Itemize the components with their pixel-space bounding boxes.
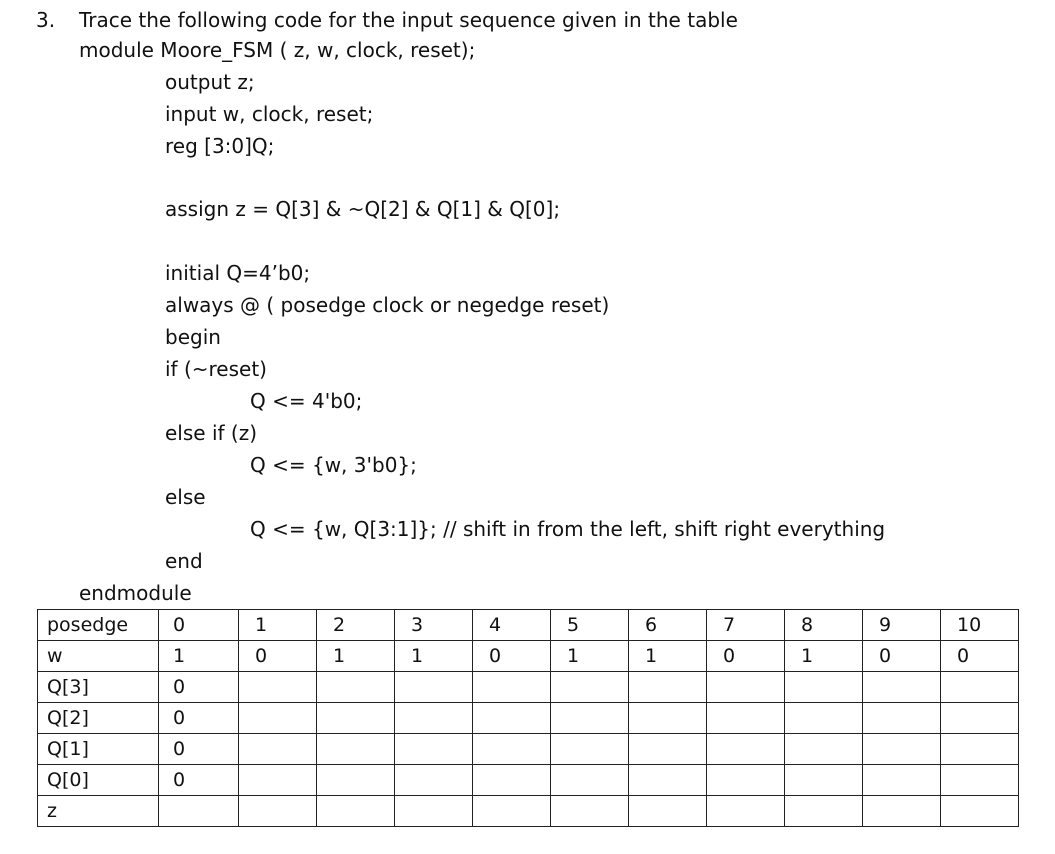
- table-cell: [629, 734, 707, 765]
- table-cell: [941, 672, 1019, 703]
- table-cell: 0: [159, 703, 239, 734]
- table-cell: [159, 796, 239, 827]
- table-cell: [629, 672, 707, 703]
- table-cell: [863, 734, 941, 765]
- table-cell: [239, 765, 317, 796]
- code-initial-stmt: initial Q=4’b0;: [165, 261, 311, 285]
- table-cell: [551, 672, 629, 703]
- table-row: [38, 796, 1019, 827]
- table-cell: 0: [941, 641, 1019, 672]
- table-cell: [785, 734, 863, 765]
- table-cell: 0: [159, 734, 239, 765]
- table-cell: [239, 703, 317, 734]
- table-row: [38, 641, 1019, 672]
- table-cell: [551, 703, 629, 734]
- code-reg-decl: reg [3:0]Q;: [165, 134, 275, 158]
- table-cell: [941, 734, 1019, 765]
- row-label: Q[2]: [38, 703, 159, 734]
- table-cell: [863, 765, 941, 796]
- table-cell: [317, 765, 395, 796]
- table-cell: [473, 672, 551, 703]
- table-cell: [473, 796, 551, 827]
- table-cell: [707, 672, 785, 703]
- table-cell: [941, 765, 1019, 796]
- code-if-reset: if (~reset): [165, 357, 267, 381]
- code-reset-assign: Q <= 4'b0;: [250, 389, 363, 413]
- table-cell: [551, 796, 629, 827]
- table-cell: 9: [863, 610, 941, 641]
- table-cell: 5: [551, 610, 629, 641]
- row-label: Q[0]: [38, 765, 159, 796]
- table-cell: [551, 734, 629, 765]
- table-cell: [785, 672, 863, 703]
- code-end-keyword: end: [165, 549, 203, 573]
- table-cell: [785, 765, 863, 796]
- table-cell: [317, 796, 395, 827]
- code-else-if-z: else if (z): [165, 421, 258, 445]
- table-cell: [473, 765, 551, 796]
- table-cell: 0: [159, 610, 239, 641]
- table-cell: [395, 672, 473, 703]
- table-cell: 1: [551, 641, 629, 672]
- row-label: posedge: [38, 610, 159, 641]
- table-cell: 0: [863, 641, 941, 672]
- table-cell: [707, 703, 785, 734]
- table-cell: [239, 796, 317, 827]
- table-cell: [629, 796, 707, 827]
- table-cell: 1: [395, 641, 473, 672]
- row-label: z: [38, 796, 159, 827]
- table-cell: 1: [159, 641, 239, 672]
- table-cell: [863, 703, 941, 734]
- table-cell: 2: [317, 610, 395, 641]
- table-row: [38, 703, 1019, 734]
- table-cell: 8: [785, 610, 863, 641]
- table-cell: [473, 703, 551, 734]
- table-cell: [317, 703, 395, 734]
- code-z-assign: Q <= {w, 3'b0};: [250, 453, 417, 477]
- table-cell: [239, 672, 317, 703]
- table-row: [38, 610, 1019, 641]
- table-cell: [317, 672, 395, 703]
- table-cell: [395, 765, 473, 796]
- table-cell: 0: [239, 641, 317, 672]
- table-cell: 3: [395, 610, 473, 641]
- table-cell: 0: [159, 672, 239, 703]
- table-cell: 7: [707, 610, 785, 641]
- table-cell: 1: [785, 641, 863, 672]
- question-number: 3.: [36, 8, 56, 32]
- table-cell: [395, 796, 473, 827]
- code-begin-keyword: begin: [165, 325, 221, 349]
- table-cell: 4: [473, 610, 551, 641]
- code-assign-stmt: assign z = Q[3] & ~Q[2] & Q[1] & Q[0];: [165, 197, 561, 221]
- row-label: w: [38, 641, 159, 672]
- code-else-keyword: else: [165, 485, 206, 509]
- table-cell: 1: [629, 641, 707, 672]
- code-module-decl: module Moore_FSM ( z, w, clock, reset);: [79, 38, 476, 62]
- table-cell: [395, 703, 473, 734]
- code-output-decl: output z;: [165, 70, 255, 94]
- table-cell: [551, 765, 629, 796]
- table-cell: 6: [629, 610, 707, 641]
- question-header: [36, 4, 738, 36]
- code-always-stmt: always @ ( posedge clock or negedge reset): [165, 293, 610, 317]
- table-cell: [941, 796, 1019, 827]
- trace-table: [37, 609, 1019, 827]
- question-title: Trace the following code for the input sequence given in the table: [79, 8, 738, 32]
- table-cell: [629, 765, 707, 796]
- table-row: [38, 734, 1019, 765]
- table-cell: 0: [707, 641, 785, 672]
- table-cell: [941, 703, 1019, 734]
- table-cell: 0: [473, 641, 551, 672]
- table-cell: [629, 703, 707, 734]
- table-cell: 0: [159, 765, 239, 796]
- table-cell: 10: [941, 610, 1019, 641]
- table-cell: [863, 672, 941, 703]
- table-cell: 1: [239, 610, 317, 641]
- table-cell: [707, 796, 785, 827]
- table-cell: [707, 734, 785, 765]
- table-cell: [317, 734, 395, 765]
- row-label: Q[3]: [38, 672, 159, 703]
- table-cell: [239, 734, 317, 765]
- table-row: [38, 672, 1019, 703]
- table-cell: 1: [317, 641, 395, 672]
- table-cell: [785, 703, 863, 734]
- table-row: [38, 765, 1019, 796]
- row-label: Q[1]: [38, 734, 159, 765]
- table-cell: [785, 796, 863, 827]
- code-endmodule-keyword: endmodule: [79, 581, 192, 605]
- table-cell: [707, 765, 785, 796]
- table-cell: [473, 734, 551, 765]
- table-cell: [863, 796, 941, 827]
- table-cell: [395, 734, 473, 765]
- code-shift-assign: Q <= {w, Q[3:1]}; // shift in from the left, shift right everything: [250, 517, 886, 541]
- code-input-decl: input w, clock, reset;: [165, 102, 374, 126]
